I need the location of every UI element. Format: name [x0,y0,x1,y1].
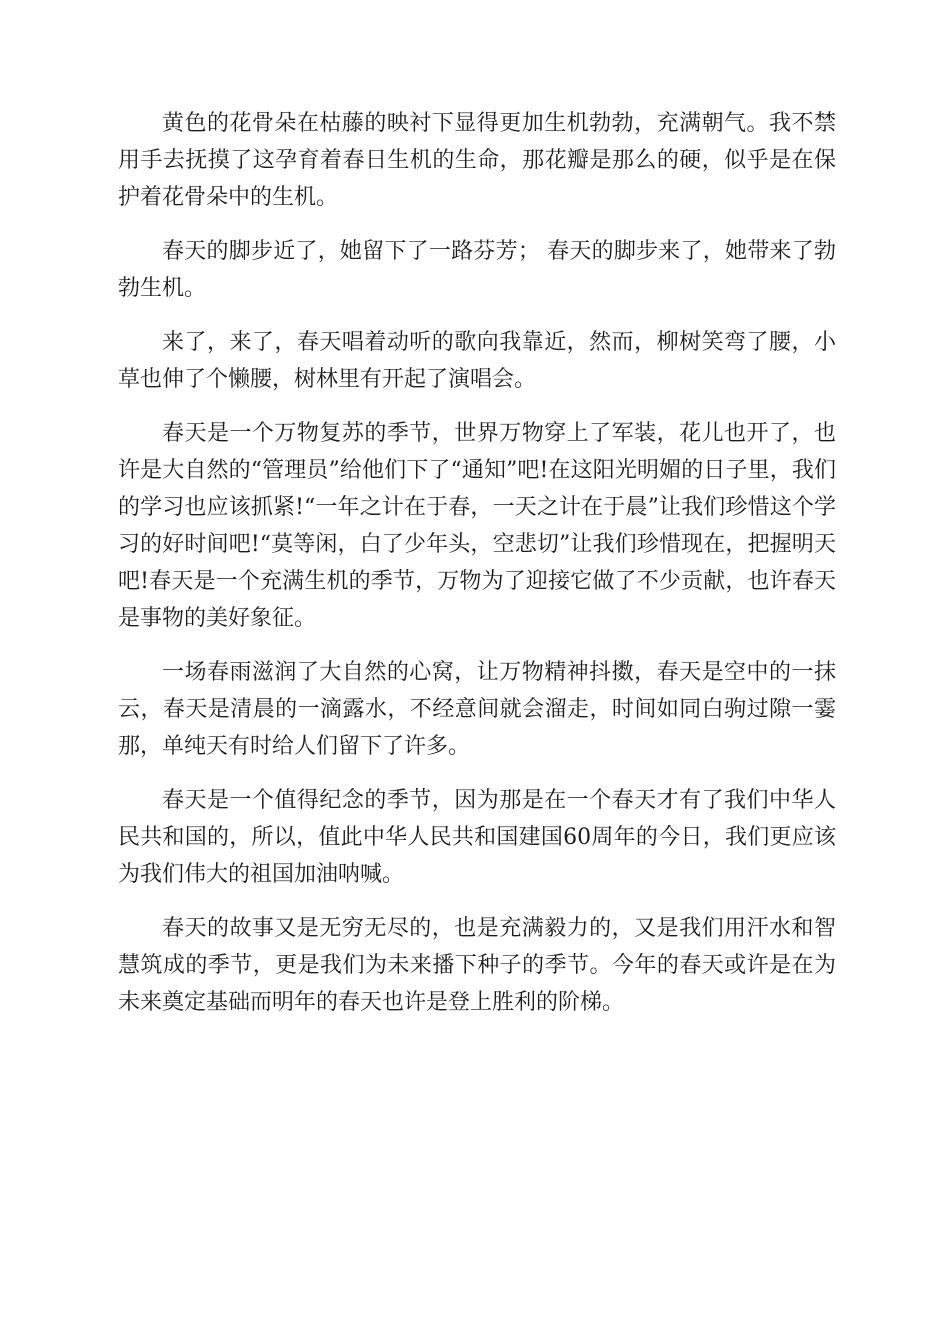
paragraph-4: 春天是一个万物复苏的季节，世界万物穿上了军装，花儿也开了，也许是大自然的“管理员”给他们下了“通知”吧!在这阳光明媚的日子里，我们的学习也应该抓紧!“一年之计在于春，一天之计在于晨”让我们珍惜这个学习的好时间吧!“莫等闲，白了少年头，空悲切”让我们珍惜现在，把握明天吧!春天是一个充满生机的季节，万物为了迎接它做了不少贡献，也许春天是事物的美好象征。 [118,421,836,631]
paragraph-2: 春天的脚步近了，她留下了一路芬芳； 春天的脚步来了，她带来了勃勃生机。 [118,239,836,301]
paragraph-5: 一场春雨滋润了大自然的心窝，让万物精神抖擞，春天是空中的一抹云，春天是清晨的一滴露水，不经意间就会溜走，时间如同白驹过隙一霎那，单纯天有时给人们留下了许多。 [118,660,836,759]
document-body [118,105,836,1038]
paragraph-7: 春天的故事又是无穷无尽的，也是充满毅力的，又是我们用汗水和智慧筑成的季节，更是我们为未来播下种子的季节。今年的春天或许是在为未来奠定基础而明年的春天也许是登上胜利的阶梯。 [118,916,836,1015]
paragraph-3: 来了，来了，春天唱着动听的歌向我靠近，然而，柳树笑弯了腰，小草也伸了个懒腰，树林里有开起了演唱会。 [118,330,836,392]
paragraph-6: 春天是一个值得纪念的季节，因为那是在一个春天才有了我们中华人民共和国的，所以，值此中华人民共和国建国60周年的今日，我们更应该为我们伟大的祖国加油呐喊。 [118,788,836,887]
paragraph-1: 黄色的花骨朵在枯藤的映衬下显得更加生机勃勃，充满朝气。我不禁用手去抚摸了这孕育着春日生机的生命，那花瓣是那么的硬，似乎是在保护着花骨朵中的生机。 [118,111,836,210]
